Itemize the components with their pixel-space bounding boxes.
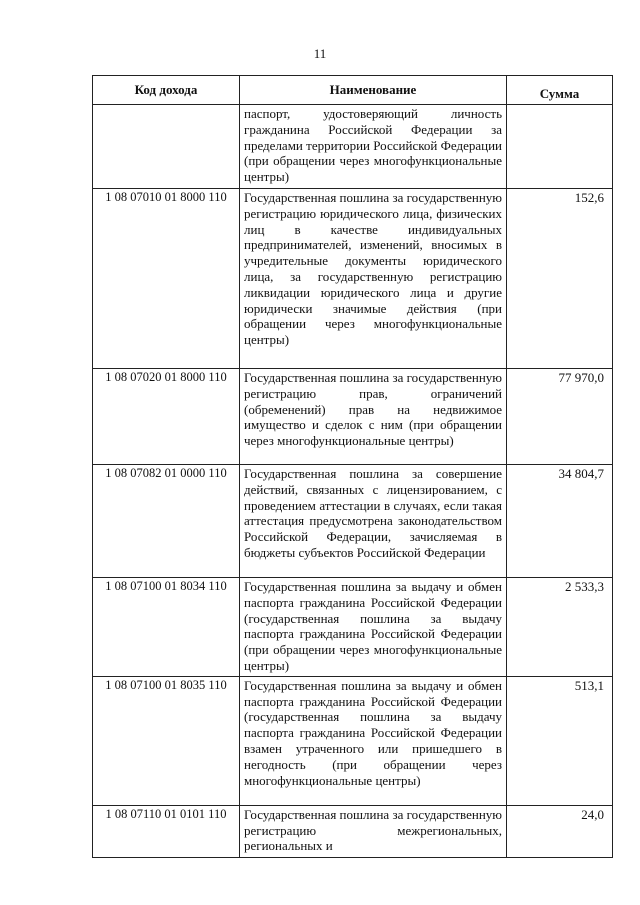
row-sum: 24,0 (507, 805, 613, 857)
row-sum (507, 105, 613, 189)
table-row (93, 578, 613, 677)
header-name: Наименование (240, 76, 507, 105)
page-number: 11 (313, 46, 327, 61)
row-sum: 152,6 (507, 189, 613, 369)
row-sum: 2 533,3 (507, 578, 613, 677)
table-row (93, 189, 613, 369)
row-name: Государственная пошлина за государственную регистрацию прав, ограничений (обременений) прав на недвижимое имущество и сделок с ним (при обращении через многофункциональные центры) (240, 369, 507, 465)
row-code: 1 08 07020 01 8000 110 (93, 369, 240, 465)
row-code: 1 08 07010 01 8000 110 (93, 189, 240, 369)
header-code: Код дохода (93, 76, 240, 105)
row-code: 1 08 07110 01 0101 110 (93, 805, 240, 857)
row-name: паспорт, удостоверяющий личность гражданина Российской Федерации за пределами территории Российской Федерации (при обращении через многофункциональные центры) (240, 105, 507, 189)
table-row (93, 369, 613, 465)
table-row (93, 676, 613, 805)
row-code: 1 08 07082 01 0000 110 (93, 465, 240, 578)
row-code: 1 08 07100 01 8035 110 (93, 676, 240, 805)
row-name: Государственная пошлина за выдачу и обмен паспорта гражданина Российской Федерации (государственная пошлина за выдачу паспорта гражданина Российской Федерации взамен утраченного или пришедшего в негодность (при обращении через многофункциональные центры) (240, 676, 507, 805)
table-header-row (93, 76, 613, 105)
row-name: Государственная пошлина за выдачу и обмен паспорта гражданина Российской Федерации (государственная пошлина за выдачу паспорта гражданина Российской Федерации (при обращении через многофункциональные центры) (240, 578, 507, 677)
row-sum: 513,1 (507, 676, 613, 805)
row-sum: 77 970,0 (507, 369, 613, 465)
revenue-table (92, 75, 613, 858)
table-row (93, 465, 613, 578)
table-row (93, 805, 613, 857)
header-sum: Сумма (507, 76, 613, 105)
row-sum: 34 804,7 (507, 465, 613, 578)
row-code: 1 08 07100 01 8034 110 (93, 578, 240, 677)
row-name: Государственная пошлина за государственную регистрацию юридического лица, физических лиц в качестве индивидуальных предпринимателей, изменений, вносимых в учредительные документы юридического лица, за государственную регистрацию ликвидации юридического лица и другие юридически значимые действия (при обращении через многофункциональные центры) (240, 189, 507, 369)
row-name: Государственная пошлина за государственную регистрацию межрегиональных, региональных и (240, 805, 507, 857)
row-name: Государственная пошлина за совершение действий, связанных с лицензированием, с проведением аттестации в случаях, если такая аттестация предусмотрена законодательством Российской Федерации, зачисляемая в бюджеты субъектов Российской Федерации (240, 465, 507, 578)
table-row (93, 105, 613, 189)
row-code (93, 105, 240, 189)
